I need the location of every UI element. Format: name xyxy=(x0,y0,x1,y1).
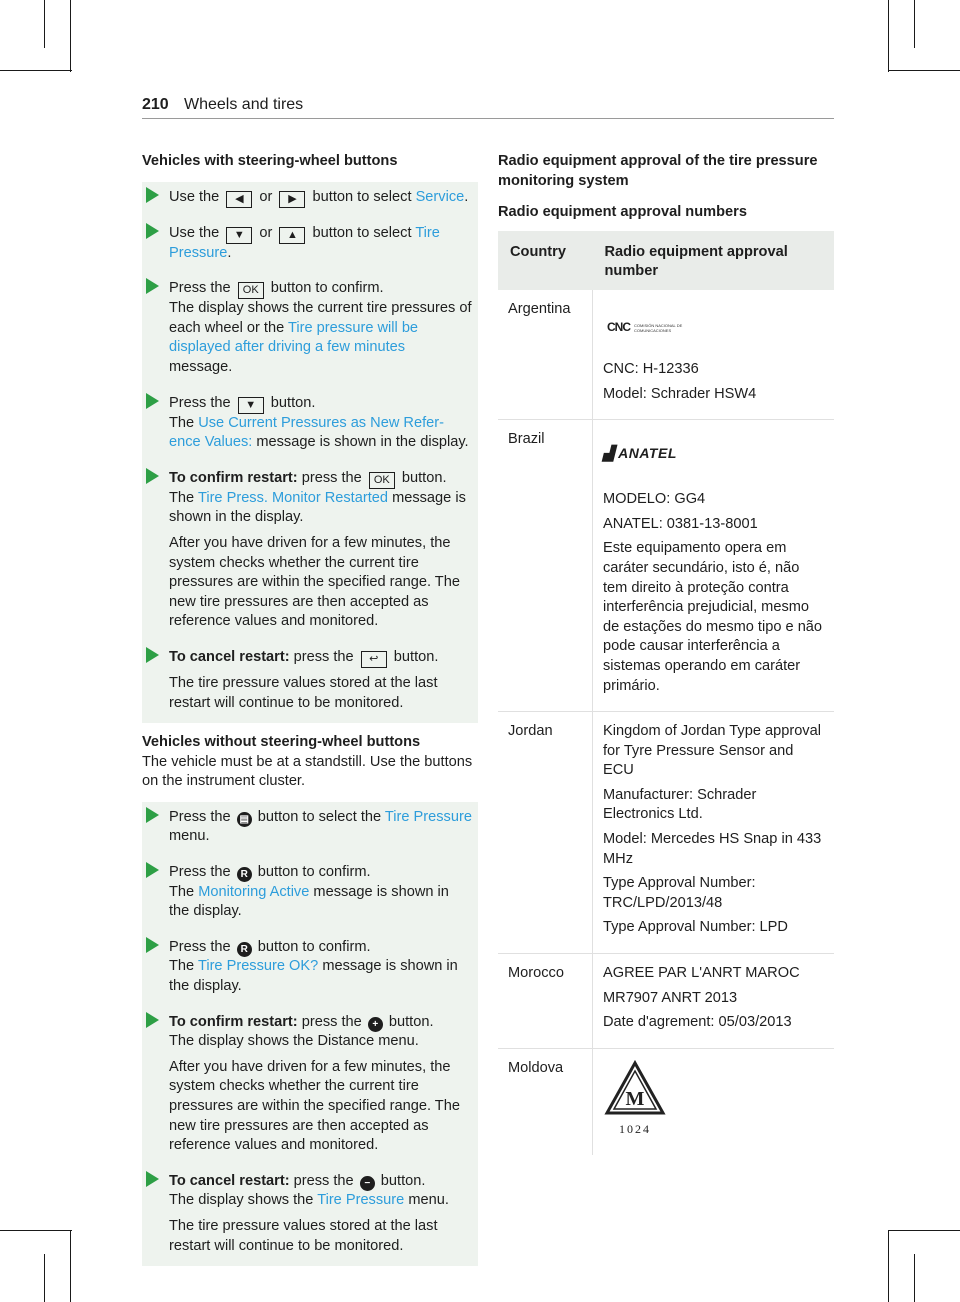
step-list xyxy=(142,182,478,724)
crop-mark xyxy=(44,1254,45,1302)
step-item: To cancel restart: press the − button. The display shows the Tire Pressure menu. The tire pressure values stored at the last restart will continue to be monitored. xyxy=(142,1166,478,1266)
country-cell: Moldova xyxy=(498,1048,593,1155)
up-arrow-key-icon: ▲ xyxy=(279,227,305,244)
ok-key-icon: OK xyxy=(238,282,264,299)
ok-key-icon: OK xyxy=(369,472,395,489)
anatel-logo: ▟ ANATEL xyxy=(603,445,677,462)
step-item: Press the ▤ button to select the Tire Pressure menu. xyxy=(142,802,478,857)
svg-text:M: M xyxy=(625,1087,645,1110)
step-item: Press the ▼ button. The Use Current Pressures as New Refer- ence Values: message is shown in the display. xyxy=(142,388,478,463)
moldova-mark-icon xyxy=(603,1059,667,1139)
step-arrow-icon xyxy=(146,647,159,663)
approval-cell: ▟ ANATEL MODELO: GG4 ANATEL: 0381-13-8001 Este equipamento opera em caráter secundário, isto é, não tem direito à proteção contra interferência prejudicial, mesmo de estações do mesmo tipo e não pode causar interferência a sistemas operando em caráter primário. xyxy=(593,420,835,712)
step-arrow-icon xyxy=(146,1012,159,1028)
approval-table xyxy=(498,231,834,1156)
svg-text:1024: 1024 xyxy=(619,1121,651,1136)
right-column xyxy=(498,152,834,1155)
plus-button-icon: + xyxy=(368,1017,383,1032)
approval-cell: CNC COMISIÓN NACIONAL DE COMUNICACIONES CNC: H-12336 Model: Schrader HSW4 xyxy=(593,290,835,420)
table-heading: Radio equipment approval numbers xyxy=(498,204,747,221)
display-text: Tire pressure will be displayed after driving a few minutes xyxy=(169,319,419,356)
step-arrow-icon xyxy=(146,393,159,409)
country-cell: Argentina xyxy=(498,290,593,420)
crop-mark xyxy=(914,0,915,48)
step-arrow-icon xyxy=(146,937,159,953)
step-arrow-icon xyxy=(146,468,159,484)
menu-button-icon: ▤ xyxy=(237,812,252,827)
crop-mark xyxy=(888,1230,889,1302)
display-text: Tire Pressure xyxy=(384,808,472,825)
step-arrow-icon xyxy=(146,223,159,239)
table-header-row xyxy=(498,231,834,290)
column-header: Radio equipment approval number xyxy=(593,231,835,290)
approval-cell xyxy=(593,1048,835,1155)
step-item: Use the ◀ or ▶ button to select Service. xyxy=(142,182,478,218)
display-text: Tire Pressure xyxy=(169,224,440,261)
reset-button-icon: R xyxy=(237,942,252,957)
step-arrow-icon xyxy=(146,1171,159,1187)
table-row xyxy=(498,712,834,954)
country-cell: Jordan xyxy=(498,712,593,954)
step-item: To confirm restart: press the OK button. The Tire Press. Monitor Restarted message is shown in the display. After you have driven for a few minutes, the system checks whether the current tire pressures are within the specified range. The new tire pressures are then accepted as reference values and monitored. xyxy=(142,463,478,642)
table-row xyxy=(498,954,834,1049)
step-item: To cancel restart: press the ↩ button. The tire pressure values stored at the last restart will continue to be monitored. xyxy=(142,642,478,723)
right-arrow-key-icon: ▶ xyxy=(279,191,305,208)
step-arrow-icon xyxy=(146,187,159,203)
approval-cell: AGREE PAR L'ANRT MAROC MR7907 ANRT 2013 Date d'agrement: 05/03/2013 xyxy=(593,954,835,1049)
display-text: Service xyxy=(415,188,465,205)
crop-mark xyxy=(888,70,960,71)
display-text: Monitoring Active xyxy=(198,883,310,900)
cnc-logo: CNC COMISIÓN NACIONAL DE COMUNICACIONES xyxy=(607,319,683,334)
reset-button-icon: R xyxy=(237,867,252,882)
table-row xyxy=(498,420,834,712)
step-list xyxy=(142,802,478,1266)
crop-mark xyxy=(0,70,72,71)
section-intro: The vehicle must be at a standstill. Use the buttons on the instrument cluster. xyxy=(142,753,473,790)
crop-mark xyxy=(70,0,71,72)
down-arrow-key-icon: ▼ xyxy=(238,397,264,414)
crop-mark xyxy=(70,1230,71,1302)
page-header xyxy=(142,96,832,118)
section-heading: Radio equipment approval of the tire pressure monitoring system xyxy=(498,153,818,189)
approval-cell: Kingdom of Jordan Type approval for Tyre Pressure Sensor and ECU Manufacturer: Schrader Electronics Ltd. Model: Mercedes HS Snap in 433 MHz Type Approval Number: TRC/LPD/2013/48 Type Approval Number: LPD xyxy=(593,712,835,954)
crop-mark xyxy=(914,1254,915,1302)
column-header: Country xyxy=(498,231,593,290)
section-heading: Vehicles with steering-wheel buttons xyxy=(142,153,398,169)
step-arrow-icon xyxy=(146,278,159,294)
table-row xyxy=(498,1048,834,1155)
step-item: Press the R button to confirm. The Monitoring Active message is shown in the display. xyxy=(142,857,478,932)
step-arrow-icon xyxy=(146,807,159,823)
section-heading: Vehicles without steering-wheel buttons xyxy=(142,734,421,751)
back-key-icon: ↩ xyxy=(361,651,387,668)
minus-button-icon: − xyxy=(360,1176,375,1191)
display-text: Tire Pressure OK? xyxy=(197,958,319,975)
step-arrow-icon xyxy=(146,862,159,878)
country-cell: Brazil xyxy=(498,420,593,712)
step-item: Press the OK button to confirm. The display shows the current tire pressures of each wheel or the Tire pressure will be displayed after driving a few minutes message. xyxy=(142,273,478,387)
step-item: Use the ▼ or ▲ button to select Tire Pressure. xyxy=(142,218,478,274)
display-text: Tire Pressure xyxy=(317,1192,405,1209)
crop-mark xyxy=(44,0,45,48)
page-number: 210 xyxy=(142,96,169,113)
country-cell: Morocco xyxy=(498,954,593,1049)
crop-mark xyxy=(888,1230,960,1231)
down-arrow-key-icon: ▼ xyxy=(226,227,252,244)
crop-mark xyxy=(0,1230,72,1231)
table-row xyxy=(498,290,834,420)
page-title: Wheels and tires xyxy=(184,96,304,113)
display-text: Tire Press. Monitor Restarted xyxy=(197,489,388,506)
step-item: Press the R button to confirm. The Tire Pressure OK? message is shown in the display. xyxy=(142,932,478,1007)
step-item: To confirm restart: press the + button. The display shows the Distance menu. After you have driven for a few minutes, the system checks whether the current tire pressures are within the specified range. The new tire pressures are then accepted as reference values and monitored. xyxy=(142,1007,478,1166)
left-column xyxy=(142,152,478,1266)
display-text: Use Current Pressures as New Refer- ence Values: xyxy=(169,414,444,451)
crop-mark xyxy=(888,0,889,72)
left-arrow-key-icon: ◀ xyxy=(226,191,252,208)
header-rule xyxy=(142,118,834,119)
